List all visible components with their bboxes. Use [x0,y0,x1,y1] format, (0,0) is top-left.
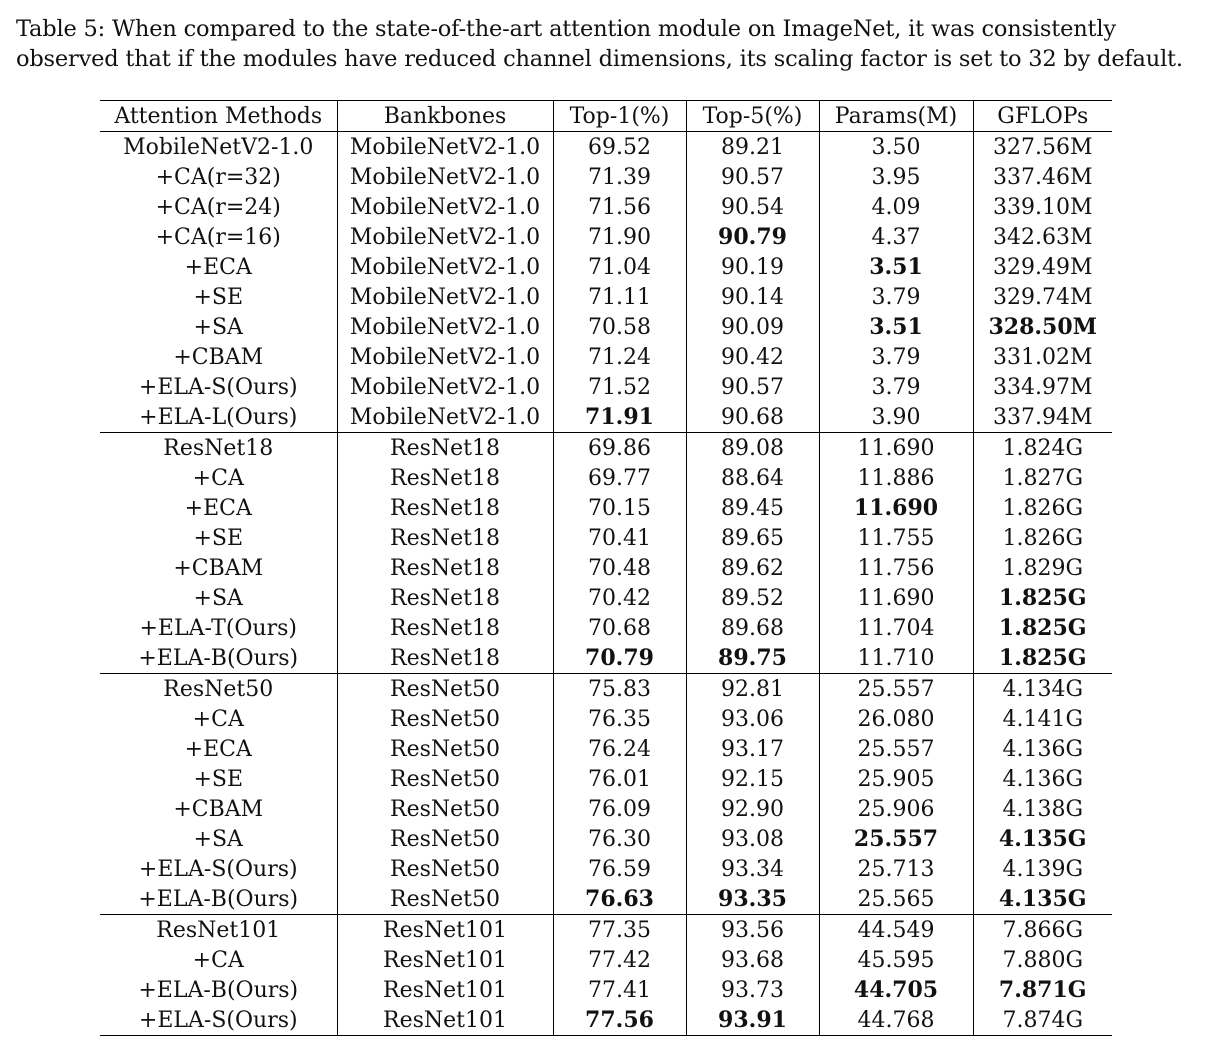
backbone-cell: ResNet18 [337,553,553,583]
table-header [100,101,1112,132]
top5-cell: 89.75 [686,643,819,674]
backbone-cell: ResNet18 [337,463,553,493]
top5-cell: 90.57 [686,162,819,192]
table-row [100,613,1112,643]
method-cell: +CA [192,706,244,732]
method-cell: +ELA-S(Ours) [138,856,298,882]
backbone-cell: ResNet101 [337,945,553,975]
gflops-cell: 4.134G [973,674,1112,705]
backbone-cell: MobileNetV2-1.0 [337,192,553,222]
backbone-cell: ResNet50 [337,734,553,764]
top1-cell: 70.48 [553,553,686,583]
params-cell: 11.690 [819,583,973,613]
table-body [100,132,1112,1036]
top1-cell: 77.41 [553,975,686,1005]
table-row [100,1005,1112,1036]
top1-cell: 69.86 [553,433,686,464]
backbone-cell: ResNet18 [337,583,553,613]
method-cell: +CA [192,947,244,973]
gflops-cell: 329.49M [973,252,1112,282]
method-cell: +CBAM [173,344,264,370]
table-row [100,643,1112,674]
top5-cell: 89.62 [686,553,819,583]
top1-cell: 71.56 [553,192,686,222]
backbone-cell: ResNet18 [337,523,553,553]
header-backbones: Bankbones [337,101,553,132]
gflops-cell: 4.138G [973,794,1112,824]
top5-cell: 92.90 [686,794,819,824]
top1-cell: 71.91 [553,402,686,433]
backbone-cell: MobileNetV2-1.0 [337,282,553,312]
params-cell: 3.79 [819,372,973,402]
top5-cell: 93.35 [686,884,819,915]
header-top5: Top-5(%) [686,101,819,132]
table-row [100,162,1112,192]
table-row [100,493,1112,523]
top1-cell: 71.52 [553,372,686,402]
top5-cell: 90.68 [686,402,819,433]
top1-cell: 70.68 [553,613,686,643]
top5-cell: 93.73 [686,975,819,1005]
top1-cell: 71.39 [553,162,686,192]
table-row [100,433,1112,464]
top5-cell: 92.15 [686,764,819,794]
method-cell: +SE [193,284,244,310]
params-cell: 3.95 [819,162,973,192]
params-cell: 3.50 [819,132,973,163]
table-row [100,975,1112,1005]
top5-cell: 90.09 [686,312,819,342]
table-row [100,282,1112,312]
table-row [100,734,1112,764]
header-top1: Top-1(%) [553,101,686,132]
backbone-cell: MobileNetV2-1.0 [337,222,553,252]
method-cell: MobileNetV2-1.0 [100,132,337,163]
method-cell: ResNet101 [100,915,337,946]
top5-cell: 90.42 [686,342,819,372]
method-cell: +SE [193,766,244,792]
results-table [100,100,1112,1036]
gflops-cell: 334.97M [973,372,1112,402]
gflops-cell: 1.826G [973,523,1112,553]
params-cell: 25.713 [819,854,973,884]
header-row [100,101,1112,132]
header-params: Params(M) [819,101,973,132]
top5-cell: 93.17 [686,734,819,764]
gflops-cell: 1.824G [973,433,1112,464]
gflops-cell: 339.10M [973,192,1112,222]
top5-cell: 88.64 [686,463,819,493]
method-cell: +ELA-B(Ours) [138,645,299,671]
params-cell: 3.90 [819,402,973,433]
top1-cell: 75.83 [553,674,686,705]
top5-cell: 90.79 [686,222,819,252]
gflops-cell: 328.50M [973,312,1112,342]
top1-cell: 76.63 [553,884,686,915]
backbone-cell: ResNet50 [337,704,553,734]
method-cell: +CA(r=24) [155,194,281,220]
gflops-cell: 1.826G [973,493,1112,523]
top1-cell: 76.09 [553,794,686,824]
params-cell: 25.557 [819,824,973,854]
table-row [100,884,1112,915]
header-attention-methods: Attention Methods [100,101,337,132]
backbone-cell: ResNet18 [337,433,553,464]
gflops-cell: 331.02M [973,342,1112,372]
gflops-cell: 1.825G [973,643,1112,674]
params-cell: 3.79 [819,282,973,312]
method-cell: +ELA-S(Ours) [100,1005,337,1036]
gflops-cell: 4.136G [973,734,1112,764]
top1-cell: 70.58 [553,312,686,342]
gflops-cell: 329.74M [973,282,1112,312]
method-cell: +ELA-B(Ours) [138,886,299,912]
method-cell: +ELA-B(Ours) [138,977,299,1003]
method-cell: +ECA [184,736,252,762]
backbone-cell: ResNet50 [337,674,553,705]
gflops-cell: 327.56M [973,132,1112,163]
top5-cell: 93.91 [686,1005,819,1036]
table-row [100,583,1112,613]
table-row [100,312,1112,342]
top1-cell: 71.90 [553,222,686,252]
params-cell: 25.906 [819,794,973,824]
top5-cell: 90.54 [686,192,819,222]
params-cell: 11.704 [819,613,973,643]
params-cell: 4.37 [819,222,973,252]
backbone-cell: MobileNetV2-1.0 [337,372,553,402]
method-cell: ResNet18 [100,433,337,464]
method-cell: +CA(r=32) [155,164,281,190]
backbone-cell: ResNet101 [337,1005,553,1036]
top5-cell: 89.21 [686,132,819,163]
top1-cell: 77.56 [553,1005,686,1036]
gflops-cell: 7.880G [973,945,1112,975]
top5-cell: 93.08 [686,824,819,854]
top5-cell: 90.19 [686,252,819,282]
params-cell: 25.905 [819,764,973,794]
params-cell: 44.705 [819,975,973,1005]
top1-cell: 70.15 [553,493,686,523]
method-cell: +CBAM [173,555,264,581]
top5-cell: 93.68 [686,945,819,975]
top1-cell: 70.41 [553,523,686,553]
top5-cell: 93.06 [686,704,819,734]
table-row [100,824,1112,854]
top1-cell: 71.11 [553,282,686,312]
table-row [100,372,1112,402]
top5-cell: 93.34 [686,854,819,884]
table-row [100,192,1112,222]
table-row [100,252,1112,282]
top1-cell: 70.42 [553,583,686,613]
backbone-cell: MobileNetV2-1.0 [337,402,553,433]
table-row [100,915,1112,946]
backbone-cell: MobileNetV2-1.0 [337,132,553,163]
top1-cell: 71.04 [553,252,686,282]
top1-cell: 77.42 [553,945,686,975]
gflops-cell: 7.871G [973,975,1112,1005]
params-cell: 3.51 [819,252,973,282]
top5-cell: 89.08 [686,433,819,464]
gflops-cell: 1.825G [973,613,1112,643]
table-row [100,674,1112,705]
params-cell: 11.690 [819,433,973,464]
top5-cell: 89.52 [686,583,819,613]
backbone-cell: ResNet50 [337,794,553,824]
top5-cell: 89.68 [686,613,819,643]
params-cell: 25.557 [819,734,973,764]
gflops-cell: 4.135G [973,884,1112,915]
top1-cell: 76.30 [553,824,686,854]
params-cell: 25.565 [819,884,973,915]
top1-cell: 70.79 [553,643,686,674]
header-gflops: GFLOPs [973,101,1112,132]
gflops-cell: 342.63M [973,222,1112,252]
table-row [100,854,1112,884]
method-cell: +ELA-S(Ours) [138,374,298,400]
backbone-cell: MobileNetV2-1.0 [337,162,553,192]
gflops-cell: 4.139G [973,854,1112,884]
params-cell: 11.710 [819,643,973,674]
params-cell: 11.755 [819,523,973,553]
backbone-cell: ResNet18 [337,613,553,643]
table-row [100,402,1112,433]
params-cell: 4.09 [819,192,973,222]
params-cell: 11.690 [819,493,973,523]
table-row [100,945,1112,975]
top1-cell: 76.59 [553,854,686,884]
table-row [100,463,1112,493]
gflops-cell: 1.825G [973,583,1112,613]
backbone-cell: ResNet50 [337,824,553,854]
table-row [100,222,1112,252]
backbone-cell: MobileNetV2-1.0 [337,342,553,372]
params-cell: 44.768 [819,1005,973,1036]
top1-cell: 76.24 [553,734,686,764]
backbone-cell: ResNet50 [337,854,553,884]
backbone-cell: ResNet50 [337,884,553,915]
table-row [100,764,1112,794]
params-cell: 11.886 [819,463,973,493]
params-cell: 26.080 [819,704,973,734]
backbone-cell: ResNet101 [337,915,553,946]
table-row [100,553,1112,583]
method-cell: +SA [193,314,243,340]
top1-cell: 69.77 [553,463,686,493]
backbone-cell: ResNet101 [337,975,553,1005]
top1-cell: 71.24 [553,342,686,372]
method-cell: +ELA-T(Ours) [139,615,297,641]
backbone-cell: MobileNetV2-1.0 [337,312,553,342]
gflops-cell: 1.827G [973,463,1112,493]
gflops-cell: 7.866G [973,915,1112,946]
method-cell: +SA [193,585,243,611]
method-cell: +ECA [184,254,252,280]
gflops-cell: 4.135G [973,824,1112,854]
gflops-cell: 337.46M [973,162,1112,192]
backbone-cell: ResNet50 [337,764,553,794]
gflops-cell: 4.136G [973,764,1112,794]
params-cell: 25.557 [819,674,973,705]
params-cell: 44.549 [819,915,973,946]
gflops-cell: 337.94M [973,402,1112,433]
top5-cell: 92.81 [686,674,819,705]
method-cell: +SA [193,826,243,852]
gflops-cell: 1.829G [973,553,1112,583]
top5-cell: 93.56 [686,915,819,946]
top5-cell: 89.65 [686,523,819,553]
top5-cell: 89.45 [686,493,819,523]
top5-cell: 90.14 [686,282,819,312]
method-cell: +CA [192,465,244,491]
method-cell: +CBAM [173,796,264,822]
params-cell: 45.595 [819,945,973,975]
table-row [100,523,1112,553]
params-cell: 3.51 [819,312,973,342]
backbone-cell: MobileNetV2-1.0 [337,252,553,282]
top1-cell: 76.35 [553,704,686,734]
top1-cell: 69.52 [553,132,686,163]
backbone-cell: ResNet18 [337,643,553,674]
params-cell: 11.756 [819,553,973,583]
table-caption: Table 5: When compared to the state-of-the-art attention module on ImageNet, it was consistently observed that if the modules have reduced channel dimensions, its scaling factor is set to 32 by default. [16,16,1183,72]
gflops-cell: 4.141G [973,704,1112,734]
top1-cell: 77.35 [553,915,686,946]
method-cell: +ECA [184,495,252,521]
table-row [100,704,1112,734]
backbone-cell: ResNet18 [337,493,553,523]
method-cell: +SE [193,525,244,551]
table-row [100,342,1112,372]
method-cell: +ELA-L(Ours) [139,404,298,430]
top1-cell: 76.01 [553,764,686,794]
gflops-cell: 7.874G [973,1005,1112,1036]
method-cell: +CA(r=16) [155,224,281,250]
method-cell: ResNet50 [100,674,337,705]
table-row [100,132,1112,163]
params-cell: 3.79 [819,342,973,372]
table-row [100,794,1112,824]
top5-cell: 90.57 [686,372,819,402]
